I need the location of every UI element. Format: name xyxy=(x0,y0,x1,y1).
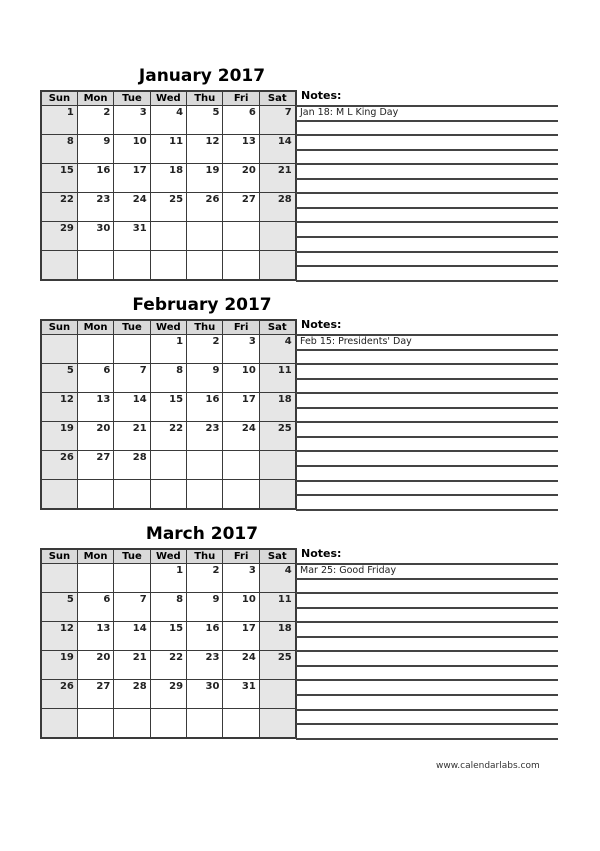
notes-line[interactable] xyxy=(296,738,558,740)
day-cell[interactable]: 7 xyxy=(259,106,295,135)
day-cell[interactable] xyxy=(41,564,77,593)
notes-line[interactable] xyxy=(296,192,558,194)
day-cell[interactable] xyxy=(223,709,259,739)
footer-url[interactable]: www.calendarlabs.com xyxy=(436,761,540,771)
day-cell[interactable]: 20 xyxy=(77,651,113,680)
day-cell[interactable]: 21 xyxy=(114,422,150,451)
day-cell[interactable]: 10 xyxy=(114,135,150,164)
notes-line[interactable] xyxy=(296,709,558,711)
day-cell[interactable]: 8 xyxy=(41,135,77,164)
notes-line[interactable] xyxy=(296,120,558,122)
day-cell[interactable]: 25 xyxy=(259,651,295,680)
notes-line[interactable] xyxy=(296,207,558,209)
day-cell[interactable] xyxy=(187,709,223,739)
day-cell[interactable]: 1 xyxy=(150,564,186,593)
day-cell[interactable] xyxy=(223,451,259,480)
notes-line[interactable] xyxy=(296,650,558,652)
day-cell[interactable]: 28 xyxy=(114,680,150,709)
day-cell[interactable]: 11 xyxy=(150,135,186,164)
day-cell[interactable]: 28 xyxy=(114,451,150,480)
week-row xyxy=(41,106,296,135)
day-cell[interactable]: 24 xyxy=(223,422,259,451)
calendar-grid xyxy=(40,90,297,281)
day-cell[interactable]: 15 xyxy=(41,164,77,193)
day-cell[interactable]: 13 xyxy=(77,393,113,422)
day-cell[interactable]: 2 xyxy=(77,106,113,135)
day-cell[interactable]: 17 xyxy=(223,393,259,422)
day-cell[interactable]: 18 xyxy=(259,622,295,651)
day-cell[interactable]: 14 xyxy=(259,135,295,164)
day-cell[interactable]: 7 xyxy=(114,364,150,393)
day-cell[interactable]: 13 xyxy=(77,622,113,651)
day-cell[interactable]: 4 xyxy=(259,335,295,364)
day-cell[interactable] xyxy=(77,480,113,510)
day-cell[interactable]: 19 xyxy=(41,422,77,451)
notes-line[interactable] xyxy=(296,694,558,696)
calendar-grid xyxy=(40,319,297,510)
day-cell[interactable]: 9 xyxy=(187,364,223,393)
day-cell[interactable]: 3 xyxy=(223,564,259,593)
notes-line[interactable] xyxy=(296,363,558,365)
week-row xyxy=(41,364,296,393)
day-cell[interactable]: 22 xyxy=(150,422,186,451)
day-cell[interactable]: 4 xyxy=(259,564,295,593)
holiday-note: Jan 18: M L King Day xyxy=(300,107,399,118)
notes-line[interactable] xyxy=(296,592,558,594)
day-cell[interactable] xyxy=(77,251,113,281)
weekday-header: Mon xyxy=(77,320,113,335)
day-cell[interactable]: 26 xyxy=(41,451,77,480)
weekday-header: Sat xyxy=(259,320,295,335)
day-cell[interactable]: 21 xyxy=(114,651,150,680)
weekday-header: Thu xyxy=(187,549,223,564)
day-cell[interactable]: 22 xyxy=(41,193,77,222)
day-cell[interactable] xyxy=(150,251,186,281)
day-cell[interactable]: 10 xyxy=(223,593,259,622)
notes-line[interactable] xyxy=(296,450,558,452)
weekday-header: Sun xyxy=(41,549,77,564)
day-cell[interactable]: 6 xyxy=(77,364,113,393)
day-cell[interactable]: 1 xyxy=(150,335,186,364)
day-cell[interactable] xyxy=(41,480,77,510)
notes-label: Notes: xyxy=(301,318,342,331)
day-cell[interactable]: 27 xyxy=(77,451,113,480)
day-cell[interactable]: 20 xyxy=(223,164,259,193)
day-cell[interactable]: 28 xyxy=(259,193,295,222)
day-cell[interactable] xyxy=(259,709,295,739)
day-cell[interactable]: 13 xyxy=(223,135,259,164)
week-row xyxy=(41,480,296,510)
week-row xyxy=(41,564,296,593)
day-cell[interactable]: 6 xyxy=(223,106,259,135)
week-row xyxy=(41,164,296,193)
day-cell[interactable] xyxy=(259,222,295,251)
day-cell[interactable] xyxy=(187,222,223,251)
weekday-header: Sun xyxy=(41,91,77,106)
day-cell[interactable] xyxy=(114,251,150,281)
weekday-header: Thu xyxy=(187,91,223,106)
month-title: January 2017 xyxy=(138,66,266,86)
day-cell[interactable] xyxy=(114,335,150,364)
day-cell[interactable] xyxy=(259,480,295,510)
day-cell[interactable]: 26 xyxy=(187,193,223,222)
day-cell[interactable] xyxy=(187,480,223,510)
day-cell[interactable]: 24 xyxy=(223,651,259,680)
notes-line[interactable] xyxy=(296,607,558,609)
day-cell[interactable] xyxy=(41,335,77,364)
notes-line[interactable] xyxy=(296,480,558,482)
notes-line[interactable] xyxy=(296,349,558,351)
notes-line[interactable] xyxy=(296,378,558,380)
day-cell[interactable]: 3 xyxy=(223,335,259,364)
day-cell[interactable] xyxy=(41,709,77,739)
notes-line[interactable] xyxy=(296,163,558,165)
weekday-header-row xyxy=(41,320,296,335)
day-cell[interactable] xyxy=(41,251,77,281)
weekday-header: Mon xyxy=(77,91,113,106)
day-cell[interactable]: 12 xyxy=(41,393,77,422)
day-cell[interactable]: 23 xyxy=(77,193,113,222)
day-cell[interactable]: 3 xyxy=(114,106,150,135)
day-cell[interactable]: 17 xyxy=(223,622,259,651)
day-cell[interactable]: 25 xyxy=(259,422,295,451)
day-cell[interactable]: 19 xyxy=(41,651,77,680)
day-cell[interactable]: 23 xyxy=(187,422,223,451)
day-cell[interactable] xyxy=(259,251,295,281)
day-cell[interactable]: 29 xyxy=(41,222,77,251)
month-title: March 2017 xyxy=(145,524,259,544)
week-row xyxy=(41,335,296,364)
notes-line[interactable] xyxy=(296,509,558,511)
notes-line[interactable] xyxy=(296,134,558,136)
day-cell[interactable]: 12 xyxy=(187,135,223,164)
day-cell[interactable]: 24 xyxy=(114,193,150,222)
notes-line[interactable] xyxy=(296,465,558,467)
day-cell[interactable]: 30 xyxy=(77,222,113,251)
day-cell[interactable]: 14 xyxy=(114,622,150,651)
notes-line[interactable] xyxy=(296,494,558,496)
day-cell[interactable]: 10 xyxy=(223,364,259,393)
day-cell[interactable]: 15 xyxy=(150,393,186,422)
week-row xyxy=(41,393,296,422)
day-cell[interactable]: 16 xyxy=(187,393,223,422)
notes-line[interactable] xyxy=(296,679,558,681)
weekday-header: Sat xyxy=(259,91,295,106)
notes-line[interactable] xyxy=(296,436,558,438)
notes-line[interactable] xyxy=(296,636,558,638)
day-cell[interactable]: 18 xyxy=(150,164,186,193)
holiday-note: Feb 15: Presidents' Day xyxy=(300,336,412,347)
notes-label: Notes: xyxy=(301,547,342,560)
weekday-header: Sun xyxy=(41,320,77,335)
day-cell[interactable]: 8 xyxy=(150,364,186,393)
week-row xyxy=(41,709,296,739)
day-cell[interactable]: 18 xyxy=(259,393,295,422)
day-cell[interactable]: 17 xyxy=(114,164,150,193)
day-cell[interactable]: 5 xyxy=(41,364,77,393)
day-cell[interactable] xyxy=(223,251,259,281)
day-cell[interactable] xyxy=(150,451,186,480)
notes-line[interactable] xyxy=(296,665,558,667)
day-cell[interactable]: 12 xyxy=(41,622,77,651)
day-cell[interactable]: 21 xyxy=(259,164,295,193)
day-cell[interactable]: 16 xyxy=(187,622,223,651)
notes-line[interactable] xyxy=(296,578,558,580)
day-cell[interactable]: 20 xyxy=(77,422,113,451)
weekday-header: Tue xyxy=(114,320,150,335)
weekday-header: Fri xyxy=(223,91,259,106)
day-cell[interactable] xyxy=(187,251,223,281)
day-cell[interactable] xyxy=(114,564,150,593)
weekday-header: Tue xyxy=(114,91,150,106)
day-cell[interactable] xyxy=(150,222,186,251)
notes-line[interactable] xyxy=(296,265,558,267)
day-cell[interactable] xyxy=(223,480,259,510)
day-cell[interactable] xyxy=(77,564,113,593)
notes-line[interactable] xyxy=(296,407,558,409)
weekday-header: Wed xyxy=(150,320,186,335)
day-cell[interactable]: 19 xyxy=(187,164,223,193)
day-cell[interactable]: 8 xyxy=(150,593,186,622)
week-row xyxy=(41,451,296,480)
day-cell[interactable] xyxy=(259,451,295,480)
month-title: February 2017 xyxy=(132,295,272,315)
weekday-header: Wed xyxy=(150,91,186,106)
notes-line[interactable] xyxy=(296,251,558,253)
notes-line[interactable] xyxy=(296,149,558,151)
notes-label: Notes: xyxy=(301,89,342,102)
weekday-header: Wed xyxy=(150,549,186,564)
day-cell[interactable]: 29 xyxy=(150,680,186,709)
day-cell[interactable] xyxy=(259,680,295,709)
day-cell[interactable] xyxy=(150,480,186,510)
day-cell[interactable]: 27 xyxy=(77,680,113,709)
day-cell[interactable]: 11 xyxy=(259,364,295,393)
day-cell[interactable]: 23 xyxy=(187,651,223,680)
day-cell[interactable]: 25 xyxy=(150,193,186,222)
day-cell[interactable]: 9 xyxy=(187,593,223,622)
notes-line[interactable] xyxy=(296,236,558,238)
week-row xyxy=(41,422,296,451)
day-cell[interactable] xyxy=(77,709,113,739)
day-cell[interactable]: 2 xyxy=(187,564,223,593)
holiday-note: Mar 25: Good Friday xyxy=(300,565,397,576)
day-cell[interactable]: 16 xyxy=(77,164,113,193)
week-row xyxy=(41,651,296,680)
notes-line[interactable] xyxy=(296,392,558,394)
day-cell[interactable]: 31 xyxy=(223,680,259,709)
notes-line[interactable] xyxy=(296,221,558,223)
notes-line[interactable] xyxy=(296,723,558,725)
weekday-header: Tue xyxy=(114,549,150,564)
day-cell[interactable]: 4 xyxy=(150,106,186,135)
day-cell[interactable]: 1 xyxy=(41,106,77,135)
day-cell[interactable]: 9 xyxy=(77,135,113,164)
weekday-header-row xyxy=(41,549,296,564)
week-row xyxy=(41,222,296,251)
day-cell[interactable] xyxy=(150,709,186,739)
day-cell[interactable] xyxy=(223,222,259,251)
week-row xyxy=(41,193,296,222)
week-row xyxy=(41,251,296,281)
notes-line[interactable] xyxy=(296,178,558,180)
calendar-grid xyxy=(40,548,297,739)
day-cell[interactable]: 5 xyxy=(187,106,223,135)
weekday-header: Fri xyxy=(223,320,259,335)
day-cell[interactable]: 31 xyxy=(114,222,150,251)
day-cell[interactable] xyxy=(77,335,113,364)
day-cell[interactable]: 11 xyxy=(259,593,295,622)
notes-line[interactable] xyxy=(296,621,558,623)
week-row xyxy=(41,622,296,651)
day-cell[interactable]: 22 xyxy=(150,651,186,680)
notes-line[interactable] xyxy=(296,280,558,282)
weekday-header: Mon xyxy=(77,549,113,564)
weekday-header: Thu xyxy=(187,320,223,335)
notes-line[interactable] xyxy=(296,421,558,423)
day-cell[interactable]: 2 xyxy=(187,335,223,364)
weekday-header: Fri xyxy=(223,549,259,564)
day-cell[interactable]: 14 xyxy=(114,393,150,422)
weekday-header: Sat xyxy=(259,549,295,564)
week-row xyxy=(41,593,296,622)
day-cell[interactable] xyxy=(114,709,150,739)
week-row xyxy=(41,680,296,709)
day-cell[interactable] xyxy=(187,451,223,480)
day-cell[interactable] xyxy=(114,480,150,510)
weekday-header-row xyxy=(41,91,296,106)
week-row xyxy=(41,135,296,164)
day-cell[interactable]: 27 xyxy=(223,193,259,222)
day-cell[interactable]: 5 xyxy=(41,593,77,622)
day-cell[interactable]: 6 xyxy=(77,593,113,622)
day-cell[interactable]: 7 xyxy=(114,593,150,622)
day-cell[interactable]: 30 xyxy=(187,680,223,709)
day-cell[interactable]: 15 xyxy=(150,622,186,651)
day-cell[interactable]: 26 xyxy=(41,680,77,709)
